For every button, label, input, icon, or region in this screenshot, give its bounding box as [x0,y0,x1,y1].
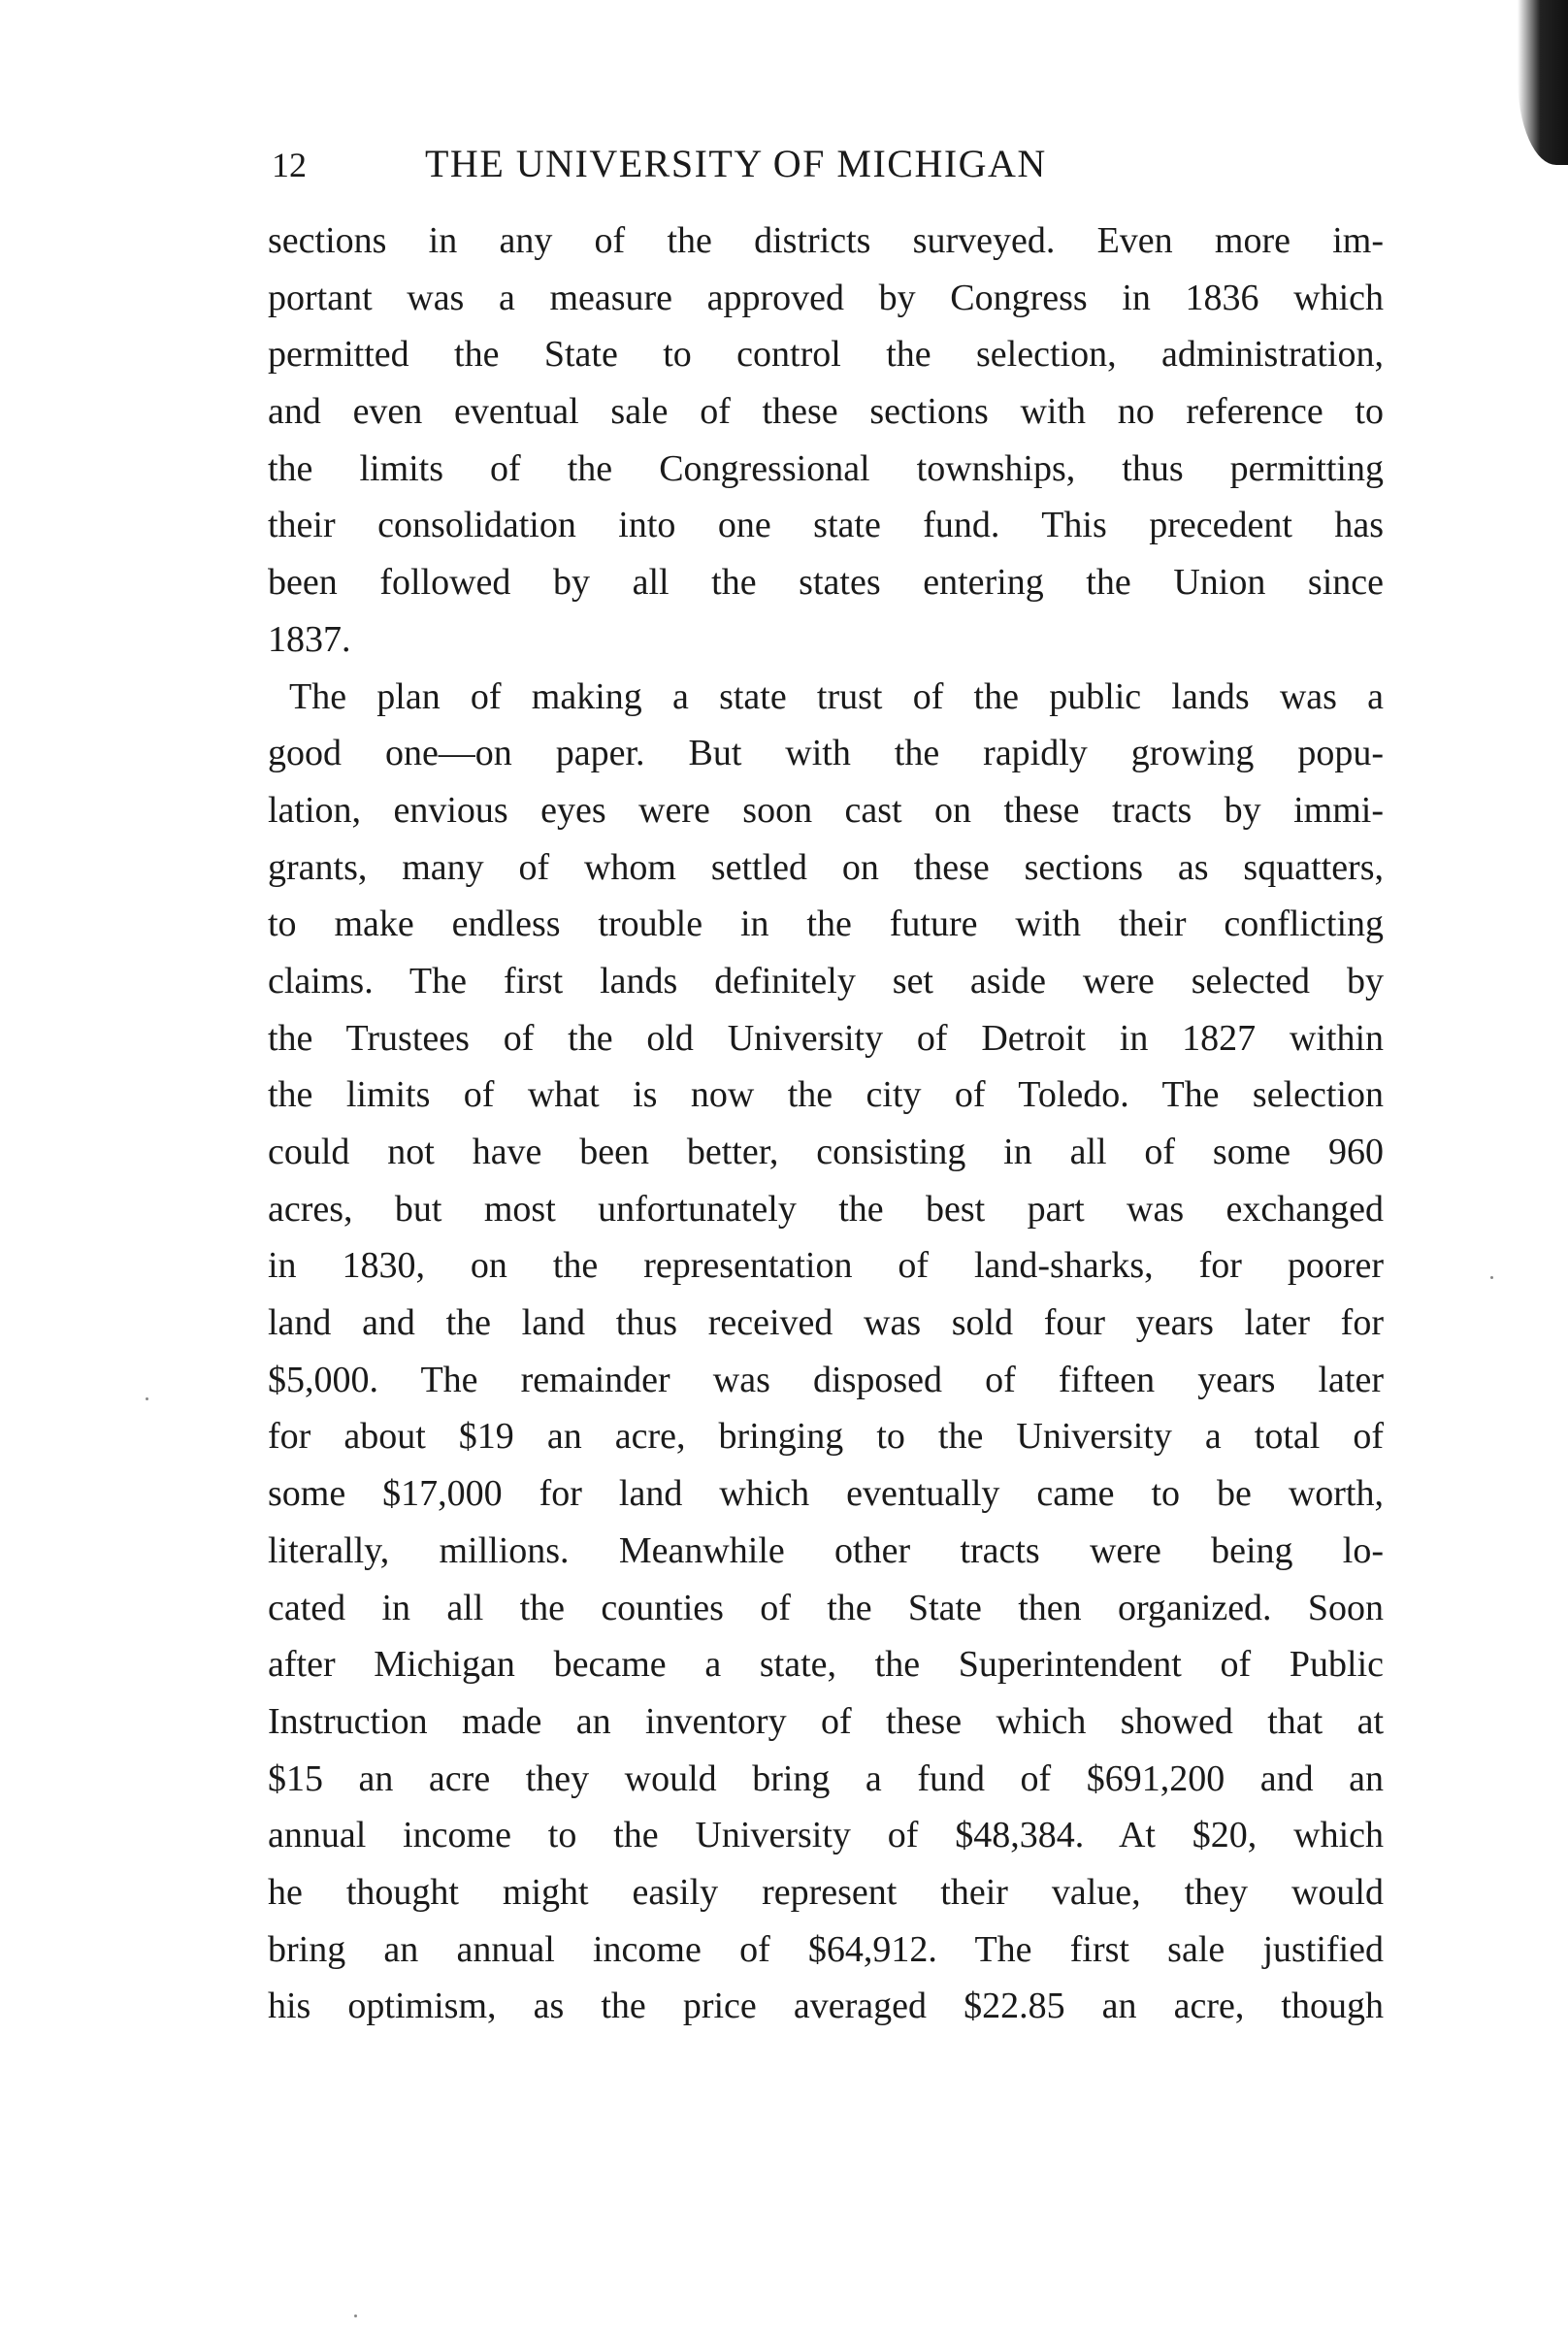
scan-smudge [1518,0,1568,165]
text-line: been followed by all the states entering the Union since [268,562,1384,604]
text-line: claims. The first lands definitely set aside were selected by [268,960,1384,1001]
text-line: their consolidation into one state fund. This precedent has [268,505,1384,546]
text-line: annual income to the University of $48,384. At $20, which [268,1815,1384,1856]
text-line: some $17,000 for land which eventually came to be worth, [268,1473,1384,1515]
body-text [268,213,1384,2035]
text-line: portant was a measure approved by Congress in 1836 which [268,277,1384,318]
text-line: to make endless trouble in the future with their conflicting [268,903,1384,945]
running-title: THE UNIVERSITY OF MICHIGAN [425,142,1047,185]
text-line: sections in any of the districts surveyed. Even more im- [268,220,1384,261]
text-line: $5,000. The remainder was disposed of fifteen years later [268,1359,1384,1400]
text-line: permitted the State to control the selection, administration, [268,334,1384,376]
text-line: land and the land thus received was sold four years later for [268,1302,1384,1344]
text-line: after Michigan became a state, the Superintendent of Public [268,1644,1384,1686]
text-line: the limits of the Congressional townships, thus permitting [268,447,1384,489]
text-line: lation, envious eyes were soon cast on these tracts by immi- [268,789,1384,831]
text-line: and even eventual sale of these sections with no reference to [268,391,1384,433]
page-header [270,141,1386,195]
text-line: his optimism, as the price averaged $22.85 an acre, though [268,1986,1384,2027]
text-line: good one—on paper. But with the rapidly growing popu- [268,733,1384,774]
text-line: bring an annual income of $64,912. The first sale justified [268,1928,1384,1970]
page-number: 12 [272,146,307,184]
text-line: The plan of making a state trust of the public lands was a [289,675,1384,717]
scan-speck [1490,1276,1493,1279]
text-line: acres, but most unfortunately the best part was exchanged [268,1188,1384,1230]
text-line: the Trustees of the old University of Detroit in 1827 within [268,1017,1384,1059]
text-line: $15 an acre they would bring a fund of $691,200 and an [268,1757,1384,1799]
text-line: cated in all the counties of the State then organized. Soon [268,1587,1384,1628]
text-line: Instruction made an inventory of these which showed that at [268,1700,1384,1742]
text-line: for about $19 an acre, bringing to the University a total of [268,1416,1384,1458]
text-line: 1837. [268,618,351,660]
text-line: the limits of what is now the city of Toledo. The selection [268,1074,1384,1116]
scan-speck [146,1397,148,1400]
text-line: could not have been better, consisting in all of some 960 [268,1132,1384,1172]
text-line: grants, many of whom settled on these sections as squatters, [268,846,1384,888]
scan-speck [354,2315,357,2317]
text-line: he thought might easily represent their value, they would [268,1871,1384,1913]
text-line: literally, millions. Meanwhile other tracts were being lo- [268,1529,1384,1571]
text-line: in 1830, on the representation of land-sharks, for poorer [268,1245,1384,1287]
